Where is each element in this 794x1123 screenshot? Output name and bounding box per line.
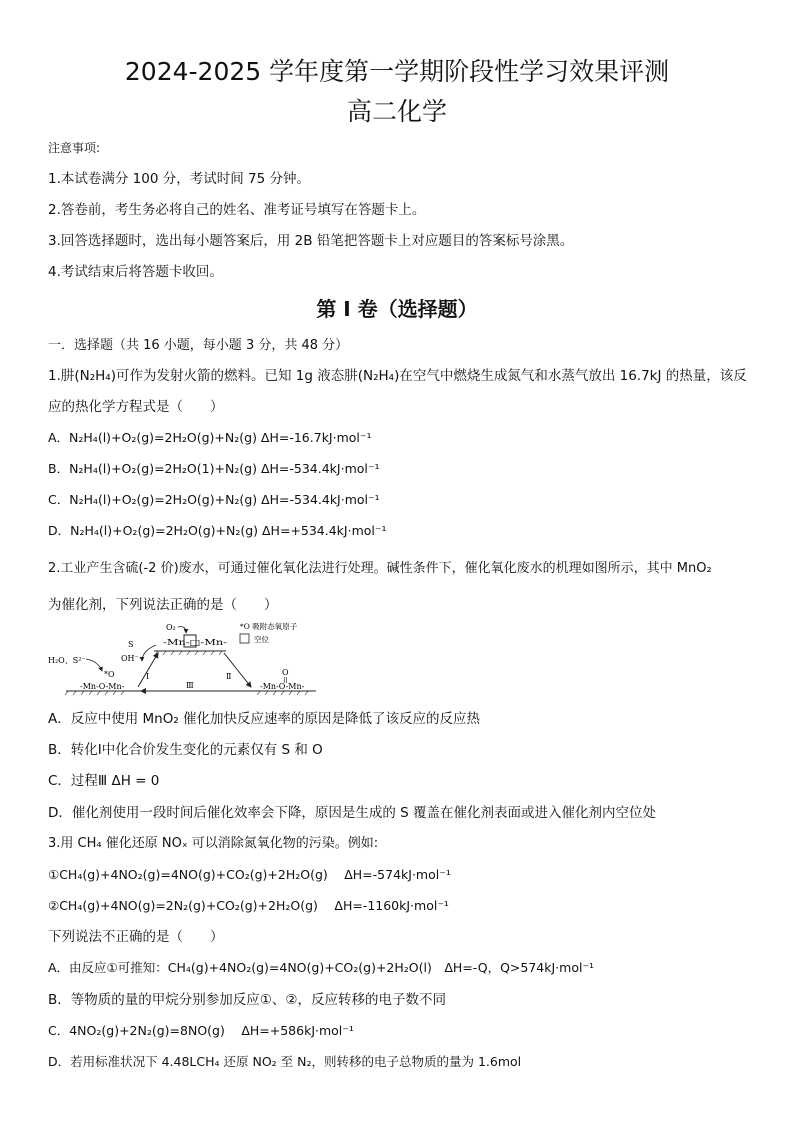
q1-stem: 1.肼(N₂H₄)可作为发射火箭的燃料。已知 1g 液态肼(N₂H₄)在空气中燃烧生成氮气和水蒸气放出 16.7kJ 的热量，该反	[48, 368, 747, 384]
q3-stem: 3.用 CH₄ 催化还原 NOₓ 可以消除氮氧化物的污染。例如:	[48, 836, 379, 851]
notice-item: 4.考试结束后将答题卡收回。	[48, 264, 223, 280]
q3-ask: 下列说法不正确的是（ ）	[48, 929, 224, 945]
part-heading: 一．选择题（共 16 小题，每小题 3 分，共 48 分）	[48, 338, 349, 353]
exam-title: 2024-2025 学年度第一学期阶段性学习效果评测	[124, 57, 670, 86]
diagram-roman-2: Ⅱ	[226, 672, 232, 681]
diagram-mn-o-left: -Mn-O-Mn-	[80, 682, 125, 691]
q3-reaction-2: ②CH₄(g)+4NO(g)=2N₂(g)+CO₂(g)+2H₂O(g) ΔH=-1160kJ·mol⁻¹	[48, 898, 449, 913]
section-title: 第 I 卷（选择题）	[316, 297, 478, 321]
diagram-oh: OH⁻	[121, 654, 139, 663]
q1-stem-cont: 应的热化学方程式是（ ）	[48, 399, 224, 415]
q2-stem: 2.工业产生含硫(-2 价)废水，可通过催化氧化法进行处理。碱性条件下，催化氧化废水的机理如图所示，其中 MnO₂	[48, 561, 712, 576]
diagram-h2o-s: H₂O、S²⁻	[48, 656, 86, 665]
q2-option-c: C．过程Ⅲ ΔH = 0	[48, 773, 160, 789]
diagram-legend-1: *O 吸附态氧原子	[240, 622, 298, 631]
diagram-legend-2: 空位	[254, 635, 269, 644]
q3-option-d: D．若用标准状况下 4.48LCH₄ 还原 NO₂ 至 N₂，则转移的电子总物质的量为 1.6mol	[48, 1054, 522, 1069]
diagram-o-top: O	[282, 668, 289, 677]
q3-reaction-1: ①CH₄(g)+4NO₂(g)=4NO(g)+CO₂(g)+2H₂O(g) ΔH=-574kJ·mol⁻¹	[48, 867, 451, 882]
diagram-o2: O₂	[166, 623, 176, 632]
diagram-mn-top: -Mn-□-Mn-	[163, 638, 228, 647]
notice-item: 2.答卷前，考生务必将自己的姓名、准考证号填写在答题卡上。	[48, 202, 426, 218]
mechanism-diagram	[46, 617, 326, 701]
exam-subtitle: 高二化学	[346, 97, 447, 126]
diagram-s: S	[128, 640, 134, 649]
diagram-mn-o-right: -Mn-O-Mn-	[260, 682, 305, 691]
q3-option-c: C．4NO₂(g)+2N₂(g)=8NO(g) ΔH=+586kJ·mol⁻¹	[48, 1023, 354, 1038]
notice-item: 1.本试卷满分 100 分，考试时间 75 分钟。	[48, 171, 310, 187]
q3-option-a: A．由反应①可推知：CH₄(g)+4NO₂(g)=4NO(g)+CO₂(g)+2H₂O(l) ΔH=-Q，Q>574kJ·mol⁻¹	[48, 960, 595, 975]
q2-option-b: B．转化Ⅰ中化合价发生变化的元素仅有 S 和 O	[48, 742, 323, 758]
q1-option-a: A．N₂H₄(l)+O₂(g)=2H₂O(g)+N₂(g) ΔH=-16.7kJ·mol⁻¹	[48, 430, 372, 445]
diagram-roman-1: Ⅰ	[146, 672, 150, 681]
diagram-roman-3: Ⅲ	[186, 681, 194, 690]
notice-heading: 注意事项:	[48, 141, 101, 155]
q2-option-a: A．反应中使用 MnO₂ 催化加快反应速率的原因是降低了该反应的反应热	[48, 711, 481, 727]
q1-option-d: D．N₂H₄(l)+O₂(g)=2H₂O(g)+N₂(g) ΔH=+534.4kJ·mol⁻¹	[48, 523, 387, 538]
q1-option-b: B．N₂H₄(l)+O₂(g)=2H₂O(1)+N₂(g) ΔH=-534.4kJ·mol⁻¹	[48, 461, 380, 476]
notice-item: 3.回答选择题时，选出每小题答案后，用 2B 铅笔把答题卡上对应题目的答案标号涂黑。	[48, 233, 574, 249]
diagram-o-star: *O	[104, 670, 115, 679]
q2-option-d: D．催化剂使用一段时间后催化效率会下降，原因是生成的 S 覆盖在催化剂表面或进入催化剂内空位处	[48, 805, 657, 821]
q2-stem-cont: 为催化剂，下列说法正确的是（ ）	[48, 597, 278, 613]
q1-option-c: C．N₂H₄(l)+O₂(g)=2H₂O(g)+N₂(g) ΔH=-534.4kJ·mol⁻¹	[48, 492, 380, 507]
q3-option-b: B．等物质的量的甲烷分别参加反应①、②，反应转移的电子数不同	[48, 992, 446, 1008]
